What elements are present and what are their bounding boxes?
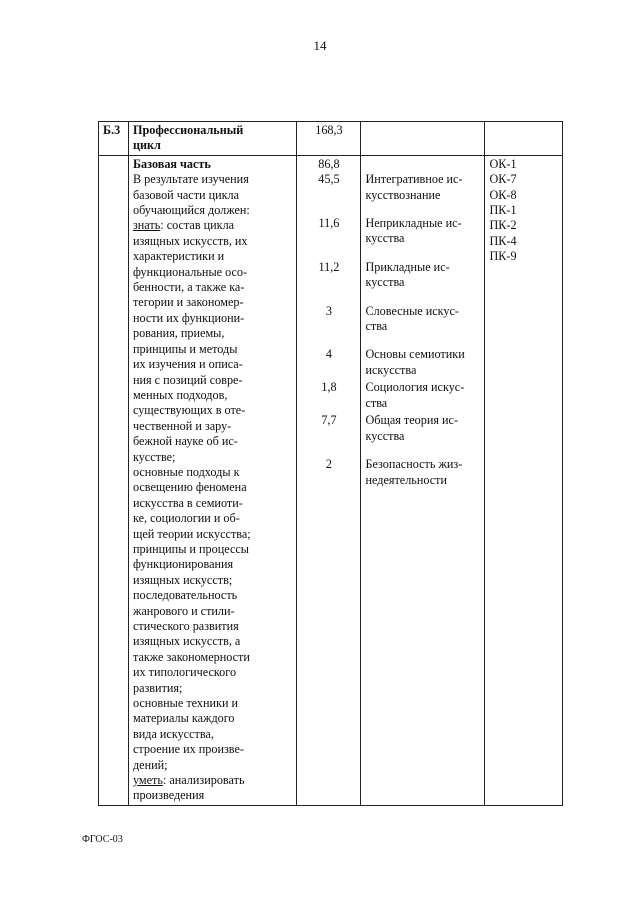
discipline-hours: 4: [325, 347, 332, 362]
description-line: менных подходов,: [132, 387, 228, 402]
description-line: кусстве;: [132, 449, 176, 464]
discipline-hours: 11,2: [318, 259, 340, 274]
discipline-name-line: Основы семиотики: [365, 347, 465, 362]
discipline-name-line: Безопасность жиз-: [365, 457, 463, 472]
description-line: бежной науке об ис-: [132, 434, 238, 449]
empty-cell: [99, 155, 129, 805]
competency-code: ПК-9: [489, 249, 517, 264]
description-line: тегории и закономер-: [132, 295, 244, 310]
description-line: их изучения и описа-: [132, 357, 243, 372]
discipline-name-block: [365, 413, 480, 457]
description-line: рования, приемы,: [132, 326, 225, 341]
discipline-name-line: кусства: [365, 231, 405, 246]
description-line: ния с позиций совре-: [132, 372, 243, 387]
description-line: принципы и процессы: [132, 541, 249, 556]
discipline-hours-block: [301, 260, 356, 304]
discipline-hours-block: [301, 304, 356, 348]
discipline-name-block: [365, 347, 480, 380]
discipline-name-line: Интегративное ис-: [365, 172, 463, 187]
description-line-rest: : анализировать: [162, 773, 245, 788]
description-line: бенности, а также ка-: [132, 280, 245, 295]
description-line: изящных искусств;: [132, 572, 233, 587]
hours-column: [297, 155, 361, 805]
discipline-name-line: недеятельности: [365, 472, 448, 487]
base-part-hours: 86,8: [318, 156, 340, 171]
competency-code: ОК-7: [489, 172, 517, 187]
description-line-rest: : состав цикла: [160, 218, 235, 233]
discipline-hours-block: [301, 172, 356, 216]
cycle-title-line: Профессиональный: [132, 123, 244, 137]
description-line: материалы каждого: [132, 711, 235, 726]
cycle-code: Б.3: [99, 122, 129, 156]
discipline-name-line: кусства: [365, 428, 405, 443]
description-line: освещению феномена: [132, 480, 247, 495]
discipline-name-block: [365, 260, 480, 304]
base-part-title: Базовая часть: [132, 156, 211, 171]
table-row: [99, 155, 563, 805]
empty-cell: [361, 122, 485, 156]
description-line: последовательность: [132, 588, 238, 603]
description-line: стического развития: [132, 619, 239, 633]
description-line: характеристики и: [132, 249, 225, 264]
description-line: дений;: [132, 757, 168, 772]
footer-code: ФГОС-03: [82, 834, 123, 845]
discipline-name-block: [365, 457, 480, 501]
discipline-hours: 11,6: [318, 216, 340, 231]
empty-cell: [485, 122, 563, 156]
description-line: функциональные осо-: [132, 264, 248, 279]
description-line: [133, 218, 292, 233]
description-line: щей теории искусства;: [132, 526, 251, 541]
discipline-name-list: [365, 172, 480, 501]
description-line: их типологического: [132, 665, 237, 680]
description-line: произведения: [132, 788, 205, 803]
description-line: также закономерности: [132, 649, 250, 664]
discipline-hours-block: [301, 216, 356, 260]
curriculum-table: [98, 121, 563, 806]
competency-code: ПК-4: [489, 233, 517, 248]
competencies-column: [485, 155, 563, 805]
discipline-hours-block: [301, 457, 356, 501]
description-line: жанрового и стили-: [132, 603, 235, 618]
description-line: В результате изучения: [132, 172, 249, 187]
underlined-keyword: знать: [132, 218, 161, 233]
discipline-hours: 7,7: [321, 413, 337, 428]
competency-code: ОК-1: [489, 156, 517, 171]
description-line: принципы и методы: [132, 341, 238, 356]
description-line: вида искусства,: [132, 726, 214, 741]
discipline-name-line: Прикладные ис-: [365, 259, 450, 274]
discipline-name-line: искусства: [365, 362, 417, 377]
cycle-hours: 168,3: [297, 122, 361, 156]
description-line: развития;: [132, 680, 183, 695]
discipline-name-line: Неприкладные ис-: [365, 216, 462, 230]
description-line: ке, социологии и об-: [132, 511, 240, 526]
description-line: обучающийся должен:: [132, 203, 250, 218]
spacer: [365, 157, 480, 172]
discipline-hours: 2: [325, 457, 332, 472]
description-line: существующих в оте-: [132, 403, 246, 418]
description-line: ности их функциони-: [132, 310, 245, 325]
competency-code: ПК-1: [489, 203, 517, 218]
discipline-name-block: [365, 304, 480, 348]
description-line: изящных искусств, их: [132, 233, 248, 248]
discipline-hours: 3: [325, 303, 332, 318]
description-line: изящных искусств, а: [132, 634, 241, 649]
page-number: 14: [313, 38, 327, 53]
discipline-hours-list: [301, 172, 356, 501]
base-part-description: [128, 155, 296, 805]
cycle-title-line: цикл: [132, 138, 161, 153]
discipline-hours-block: [301, 380, 356, 413]
competency-list: [489, 157, 558, 265]
discipline-name-block: [365, 380, 480, 413]
discipline-name-line: кусства: [365, 275, 405, 290]
discipline-name-line: Словесные искус-: [365, 303, 459, 318]
discipline-name-line: Общая теория ис-: [365, 413, 459, 428]
discipline-name-block: [365, 172, 480, 216]
discipline-hours: 1,8: [321, 380, 337, 395]
table-row: [99, 122, 563, 156]
discipline-name-block: [365, 216, 480, 260]
underlined-keyword: уметь: [132, 773, 163, 788]
description-line: строение их произве-: [132, 742, 244, 757]
description-line: основные техники и: [132, 696, 239, 711]
description-line: функционирования: [132, 557, 234, 572]
description-line: основные подходы к: [132, 464, 240, 479]
description-lines: [133, 172, 292, 804]
discipline-hours: 45,5: [318, 172, 340, 187]
discipline-name-line: ства: [365, 319, 388, 333]
discipline-hours-block: [301, 413, 356, 457]
description-line: искусства в семиоти-: [132, 495, 243, 510]
discipline-name-line: ства: [365, 395, 388, 410]
description-line: [133, 773, 292, 788]
disciplines-column: [361, 155, 485, 805]
discipline-hours-block: [301, 347, 356, 380]
competency-code: ПК-2: [489, 218, 517, 233]
discipline-name-line: Социология искус-: [365, 380, 465, 395]
discipline-name-line: кусствознание: [365, 187, 441, 202]
description-line: чественной и зару-: [132, 418, 232, 433]
description-line: базовой части цикла: [132, 187, 240, 202]
competency-code: ОК-8: [489, 187, 517, 202]
cycle-title: [128, 122, 296, 156]
